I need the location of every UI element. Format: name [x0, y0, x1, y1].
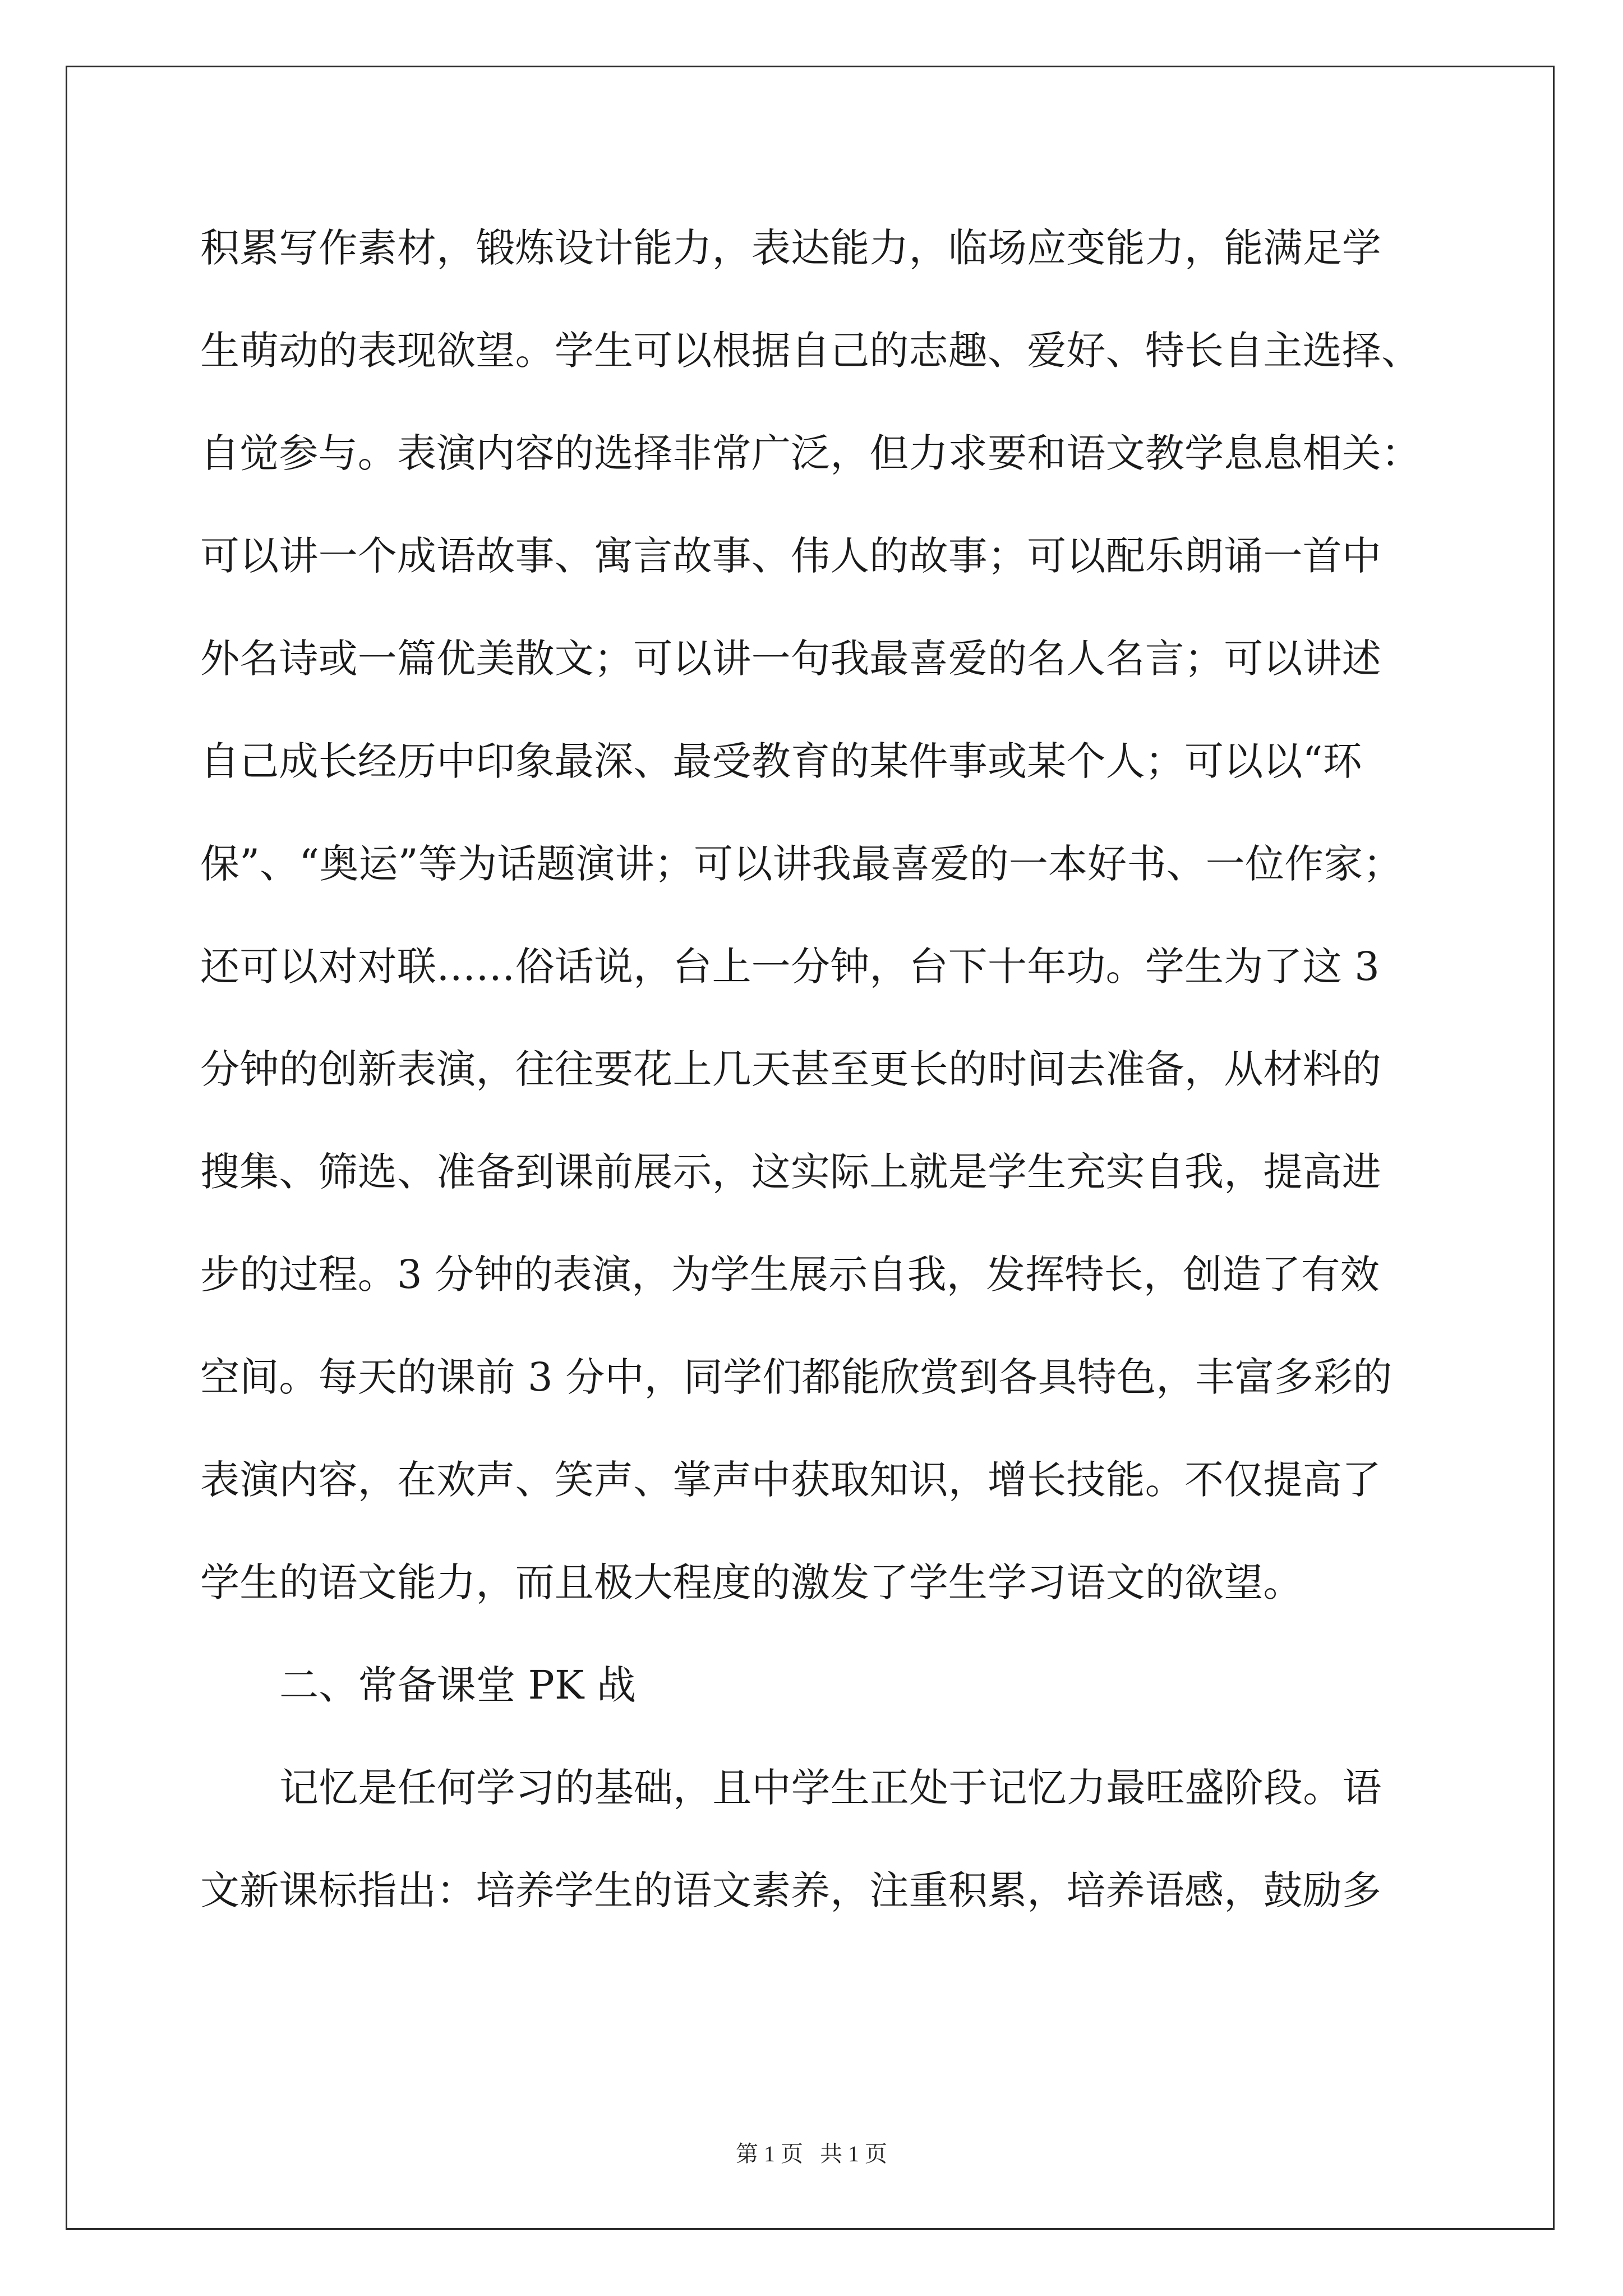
text-line: 自己成长经历中印象最深、最受教育的某件事或某个人；可以以“环: [200, 738, 1362, 784]
text-line: 积累写作素材，锻炼设计能力，表达能力，临场应变能力，能满足学: [200, 225, 1381, 271]
text-line: 记忆是任何学习的基础，且中学生正处于记忆力最旺盛阶段。语: [279, 1765, 1382, 1811]
section-heading: 二、常备课堂 PK 战: [279, 1662, 637, 1708]
text-line: 自觉参与。表演内容的选择非常广泛，但力求要和语文教学息息相关：: [200, 430, 1421, 476]
text-line: 可以讲一个成语故事、寓言故事、伟人的故事；可以配乐朗诵一首中: [200, 533, 1381, 579]
text-line: 步的过程。3 分钟的表演，为学生展示自我，发挥特长，创造了有效: [200, 1251, 1380, 1297]
text-line: 搜集、筛选、准备到课前展示，这实际上就是学生充实自我，提高进: [200, 1149, 1381, 1195]
text-line: 文新课标指出：培养学生的语文素养，注重积累，培养语感，鼓励多: [200, 1867, 1381, 1913]
text-line: 生萌动的表现欲望。学生可以根据自己的志趣、爱好、特长自主选择、: [200, 328, 1421, 374]
text-line: 还可以对对联……俗话说，台上一分钟，台下十年功。学生为了这 3: [200, 944, 1380, 990]
text-line: 表演内容，在欢声、笑声、掌声中获取知识，增长技能。不仅提高了: [200, 1457, 1381, 1503]
page-number-footer: 第 1 页 共 1 页: [736, 2141, 887, 2166]
text-line: 分钟的创新表演，往往要花上几天甚至更长的时间去准备，从材料的: [200, 1046, 1381, 1092]
text-line: 保”、“奥运”等为话题演讲；可以讲我最喜爱的一本好书、一位作家；: [200, 841, 1403, 887]
text-line: 空间。每天的课前 3 分中，同学们都能欣赏到各具特色，丰富多彩的: [200, 1354, 1393, 1400]
text-line: 学生的语文能力，而且极大程度的激发了学生学习语文的欲望。: [200, 1559, 1303, 1605]
text-line: 外名诗或一篇优美散文；可以讲一句我最喜爱的名人名言；可以讲述: [200, 636, 1381, 682]
